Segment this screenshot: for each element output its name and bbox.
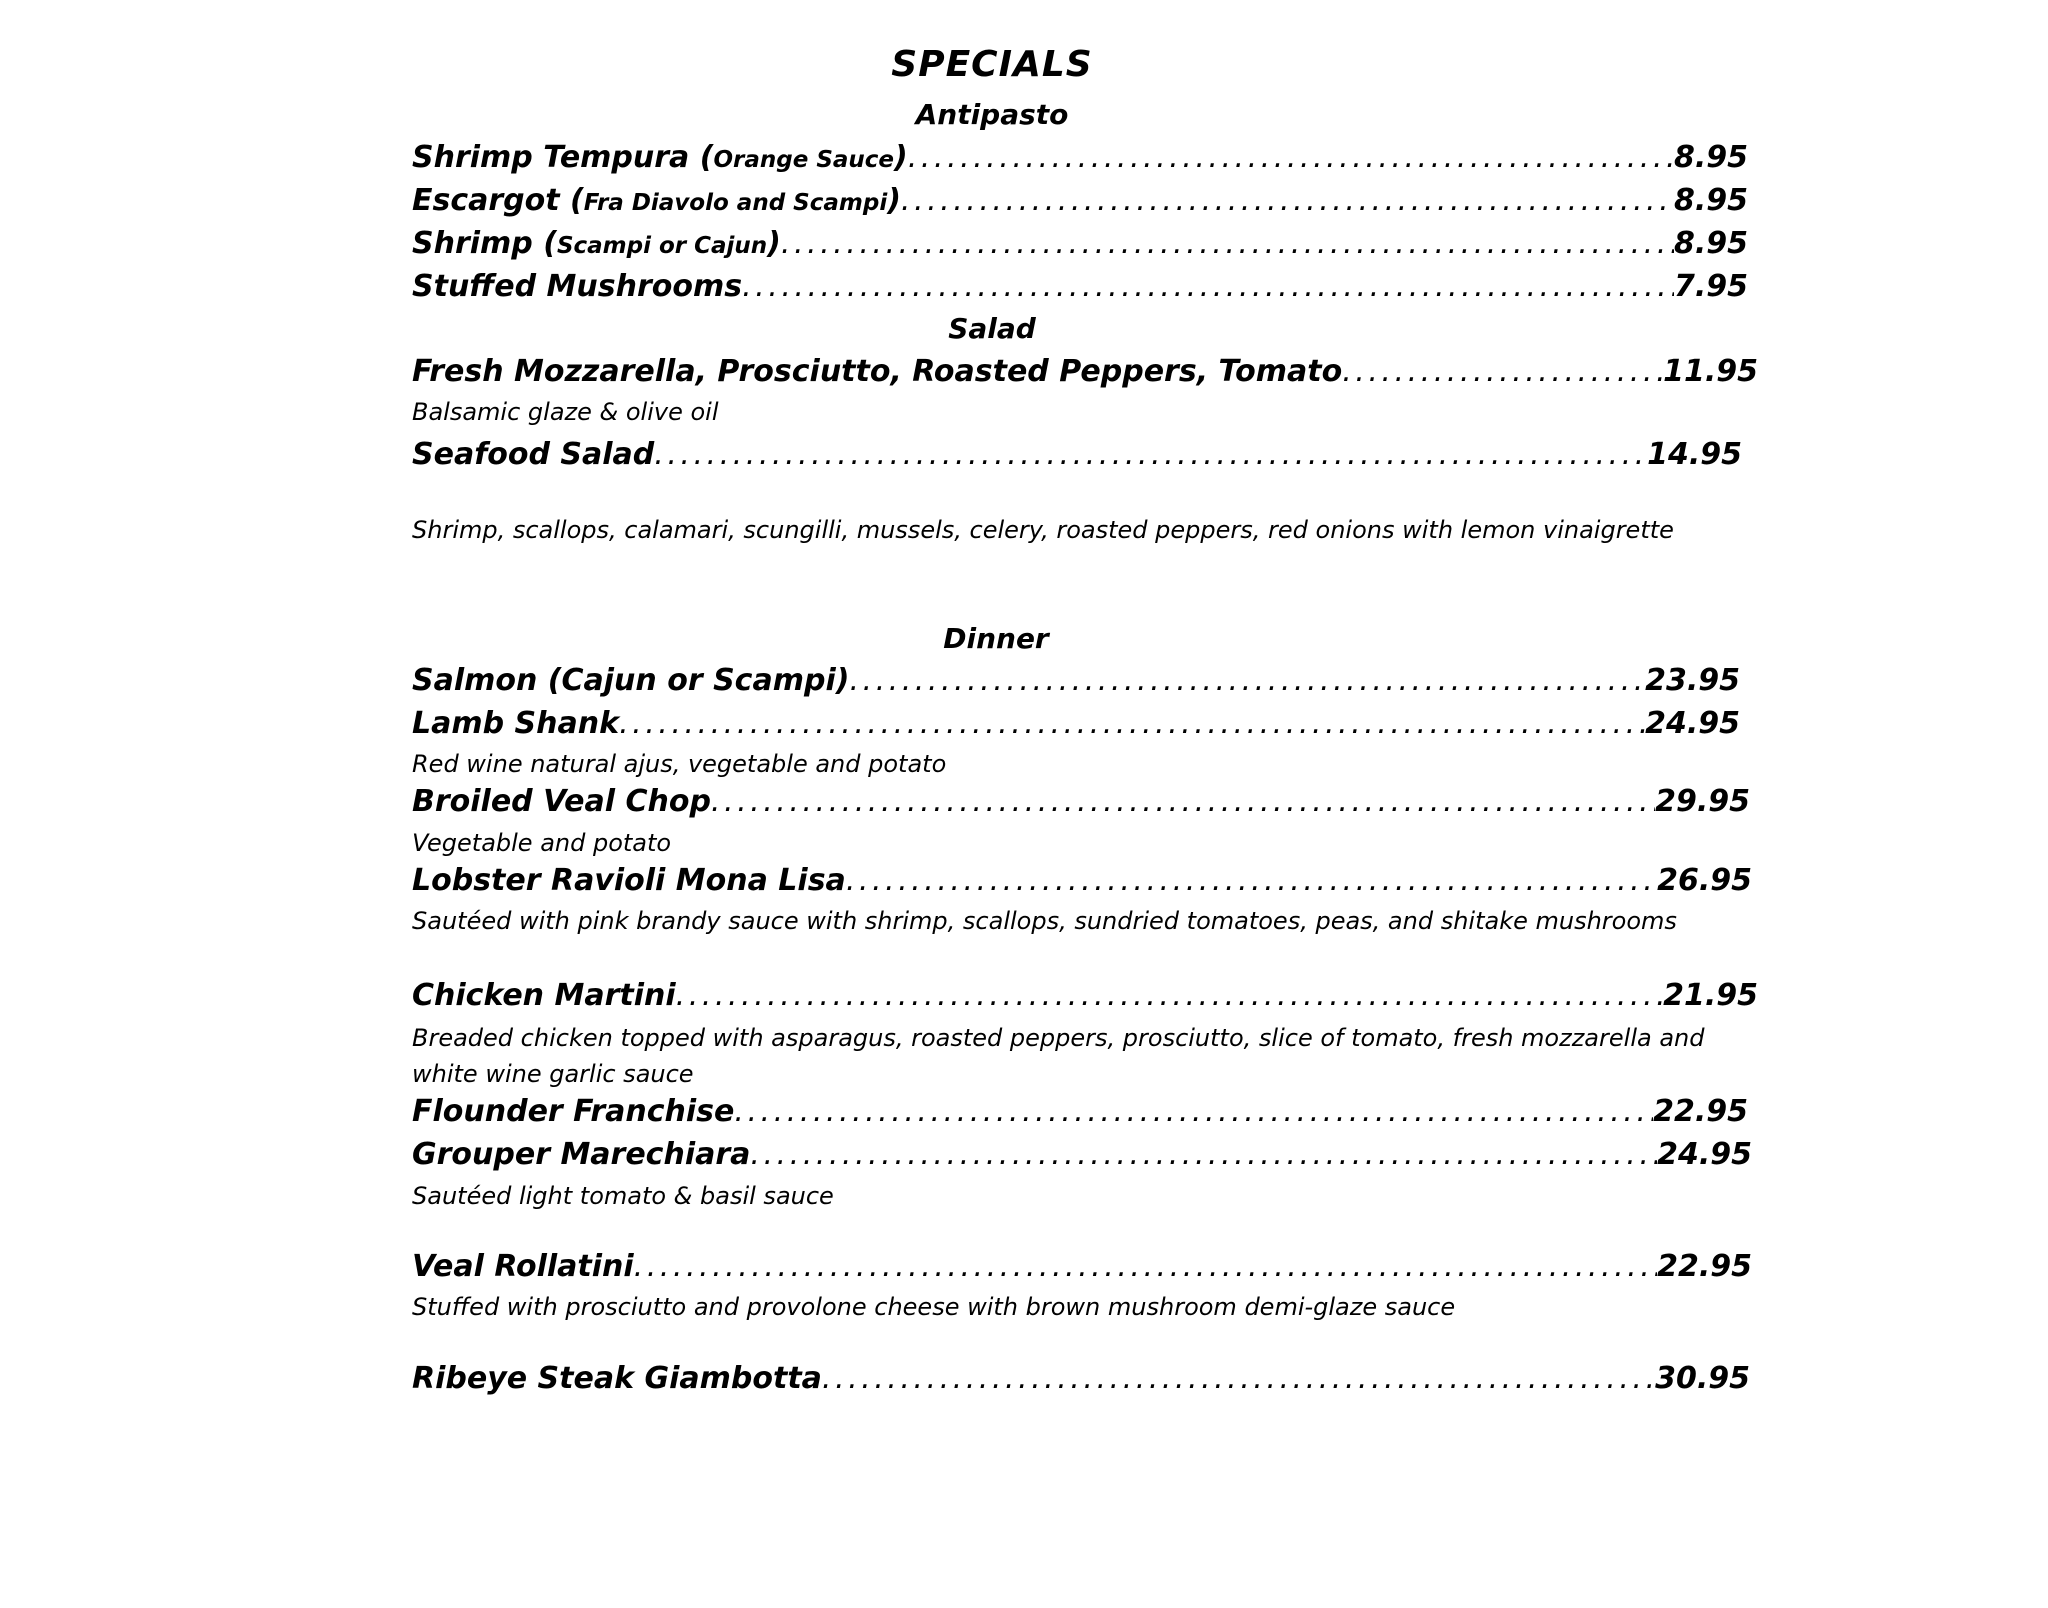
dot-leader	[781, 226, 1674, 261]
item-name: Broiled Veal Chop	[412, 784, 711, 819]
item-description: Red wine natural ajus, vegetable and potato	[412, 750, 947, 778]
dot-leader	[742, 269, 1674, 304]
menu-item-shrimp-tempura	[412, 140, 1748, 180]
menu-title: SPECIALS	[891, 44, 1093, 85]
menu-item-broiled-veal-chop	[412, 784, 1750, 824]
section-heading-salad: Salad	[948, 312, 1036, 345]
item-price: 24.95	[1645, 706, 1740, 741]
item-price: 8.95	[1673, 183, 1748, 218]
item-price: 24.95	[1657, 1137, 1752, 1172]
dot-leader	[634, 1249, 1657, 1284]
menu-item-fresh-mozzarella	[412, 354, 1758, 394]
item-price: 29.95	[1655, 784, 1750, 819]
menu-item-lobster-ravioli	[412, 863, 1752, 903]
menu-item-lamb-shank	[412, 706, 1740, 746]
dot-leader	[1342, 354, 1663, 389]
item-price: 21.95	[1663, 978, 1758, 1013]
item-price: 11.95	[1663, 354, 1758, 389]
menu-item-shrimp	[412, 226, 1748, 266]
dot-leader	[734, 1094, 1653, 1129]
menu-item-stuffed-mushrooms	[412, 269, 1748, 309]
item-description: Vegetable and potato	[412, 829, 672, 857]
item-name: Salmon (Cajun or Scampi)	[412, 663, 850, 698]
item-name: Chicken Martini	[412, 978, 676, 1013]
dot-leader	[619, 706, 1645, 741]
item-name: Shrimp Tempura (Orange Sauce)	[412, 140, 908, 175]
item-description: Balsamic glaze & olive oil	[412, 398, 719, 426]
dot-leader	[822, 1361, 1655, 1396]
menu-item-escargot	[412, 183, 1748, 223]
menu-item-seafood-salad	[412, 437, 1742, 477]
item-description: Stuffed with prosciutto and provolone cheese with brown mushroom demi-glaze sauce	[412, 1293, 1456, 1321]
item-description: Sautéed with pink brandy sauce with shrimp, scallops, sundried tomatoes, peas, and shitake mushrooms	[412, 907, 1677, 935]
dot-leader	[901, 183, 1674, 218]
dot-leader	[849, 663, 1645, 698]
dot-leader	[711, 784, 1655, 819]
section-heading-dinner: Dinner	[943, 622, 1049, 655]
item-name: Seafood Salad	[412, 437, 655, 472]
item-price: 26.95	[1657, 863, 1752, 898]
dot-leader	[654, 437, 1647, 472]
menu-item-grouper-marechiara	[412, 1137, 1752, 1177]
menu-item-chicken-martini	[412, 978, 1758, 1018]
item-price: 22.95	[1657, 1249, 1752, 1284]
menu-item-ribeye-steak	[412, 1361, 1750, 1401]
item-description: Sautéed light tomato & basil sauce	[412, 1182, 834, 1210]
item-name: Grouper Marechiara	[412, 1137, 751, 1172]
menu-item-salmon	[412, 663, 1740, 703]
item-price: 8.95	[1673, 140, 1748, 175]
item-name: Lobster Ravioli Mona Lisa	[412, 863, 846, 898]
item-price: 8.95	[1673, 226, 1748, 261]
item-description: Shrimp, scallops, calamari, scungilli, mussels, celery, roasted peppers, red onions with lemon vinaigrette	[412, 516, 1674, 544]
item-name: Veal Rollatini	[412, 1249, 634, 1284]
item-name: Flounder Franchise	[412, 1094, 735, 1129]
item-price: 30.95	[1655, 1361, 1750, 1396]
dot-leader	[846, 863, 1657, 898]
item-name: Shrimp (Scampi or Cajun)	[412, 226, 781, 261]
item-price: 23.95	[1645, 663, 1740, 698]
item-name: Ribeye Steak Giambotta	[412, 1361, 822, 1396]
item-description: Breaded chicken topped with asparagus, roasted peppers, prosciutto, slice of tomato, fresh mozzarella and white wine garlic sauce	[412, 1024, 1705, 1088]
dot-leader	[750, 1137, 1657, 1172]
item-price: 22.95	[1653, 1094, 1748, 1129]
menu-item-flounder-franchise	[412, 1094, 1748, 1134]
item-name: Escargot (Fra Diavolo and Scampi)	[412, 183, 901, 218]
item-name: Stuffed Mushrooms	[412, 269, 743, 304]
item-name: Lamb Shank	[412, 706, 620, 741]
item-price: 7.95	[1673, 269, 1748, 304]
menu-item-veal-rollatini	[412, 1249, 1752, 1289]
item-price: 14.95	[1647, 437, 1742, 472]
dot-leader	[676, 978, 1663, 1013]
section-heading-antipasto: Antipasto	[915, 98, 1069, 131]
item-name: Fresh Mozzarella, Prosciutto, Roasted Peppers, Tomato	[412, 354, 1343, 389]
dot-leader	[908, 140, 1674, 175]
